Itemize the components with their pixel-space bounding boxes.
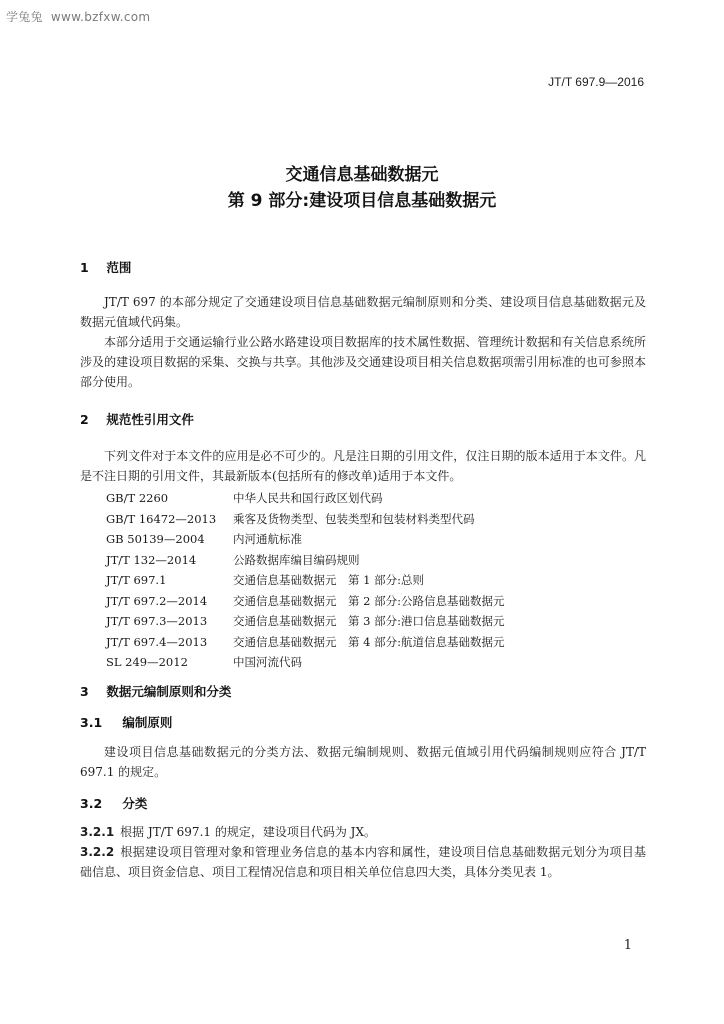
reference-item [106,591,626,612]
section-2-heading [80,410,194,428]
section-number: 3 [80,684,89,699]
doc-title-line2: 第 9 部分:建设项目信息基础数据元 [227,191,497,211]
reference-code: GB/T 16472—2013 [106,511,217,526]
reference-list [106,488,626,673]
section-2-paragraph-1: 下列文件对于本文件的应用是必不可少的。凡是注日期的引用文件，仅注日期的版本适用于本文件。凡是不注日期的引用文件，其最新版本(包括所有的修改单)适用于本文件。 [80,449,646,483]
reference-title: 交通信息基础数据元 第 4 部分:航道信息基础数据元 [233,634,505,649]
reference-item [106,611,626,632]
reference-item [106,632,626,653]
page-number: 1 [623,938,632,953]
section-number: 3.1 [80,715,103,730]
clause-text: 根据建设项目管理对象和管理业务信息的基本内容和属性，建设项目信息基础数据元划分为项目基础信息、项目资金信息、项目工程情况信息和项目相关单位信息四大类，具体分类见表 1。 [80,845,646,879]
reference-code: GB 50139—2004 [106,532,205,546]
reference-item [106,550,626,571]
clause-3-2-1 [80,822,646,842]
section-3-heading [80,682,231,700]
reference-code: JT/T 132—2014 [106,552,197,567]
section-1-heading [80,258,131,276]
clause-number: 3.2.2 [80,845,115,859]
standard-code: JT/T 697.9—2016 [548,75,644,89]
section-3-2-heading [80,794,147,812]
reference-item [106,529,626,550]
section-title: 规范性引用文件 [106,412,194,427]
reference-title: 交通信息基础数据元 第 1 部分:总则 [233,573,425,587]
section-3-1-paragraph: 建设项目信息基础数据元的分类方法、数据元编制规则、数据元值域引用代码编制规则应符合 JT/T 697.1 的规定。 [80,745,646,779]
section-number: 2 [80,412,89,427]
section-title: 范围 [106,260,132,275]
reference-code: JT/T 697.2—2014 [106,593,208,608]
reference-title: 乘客及货物类型、包装类型和包装材料类型代码 [233,511,475,526]
reference-title: 内河通航标准 [233,532,302,546]
clause-3-2-2 [80,842,646,882]
reference-title: 交通信息基础数据元 第 2 部分:公路信息基础数据元 [233,593,505,608]
reference-item [106,488,626,509]
section-number: 3.2 [80,796,103,811]
watermark [6,8,158,25]
clause-text: 根据 JT/T 697.1 的规定，建设项目代码为 JX。 [120,825,376,839]
section-1-paragraph-1: JT/T 697 的本部分规定了交通建设项目信息基础数据元编制原则和分类、建设项目信息基础数据元及数据元值域代码集。 [80,295,646,329]
reference-item [106,570,626,591]
reference-code: GB/T 2260 [106,491,169,505]
section-3-1-heading [80,713,172,731]
reference-code: SL 249—2012 [106,655,188,669]
reference-item [106,652,626,673]
reference-code: JT/T 697.1 [106,573,167,587]
reference-title: 中华人民共和国行政区划代码 [233,491,383,505]
section-title: 编制原则 [122,715,173,730]
clause-number: 3.2.1 [80,825,115,839]
doc-title-line1: 交通信息基础数据元 [285,165,439,185]
reference-item [106,509,626,530]
reference-title: 中国河流代码 [233,655,302,669]
section-title: 分类 [122,796,148,811]
reference-code: JT/T 697.3—2013 [106,614,208,628]
reference-code: JT/T 697.4—2013 [106,634,208,649]
section-title: 数据元编制原则和分类 [106,684,232,699]
reference-title: 公路数据库编目编码规则 [233,552,360,567]
watermark-url: www.bzfxw.com [50,10,151,24]
watermark-site: 学兔兔 [6,10,43,24]
section-number: 1 [80,260,89,275]
section-1-paragraph-2: 本部分适用于交通运输行业公路水路建设项目数据库的技术属性数据、管理统计数据和有关信息系统所涉及的建设项目数据的采集、交换与共享。其他涉及交通建设项目相关信息数据项需引用标准的也可参照本部分使用。 [80,335,646,389]
reference-title: 交通信息基础数据元 第 3 部分:港口信息基础数据元 [233,614,505,628]
